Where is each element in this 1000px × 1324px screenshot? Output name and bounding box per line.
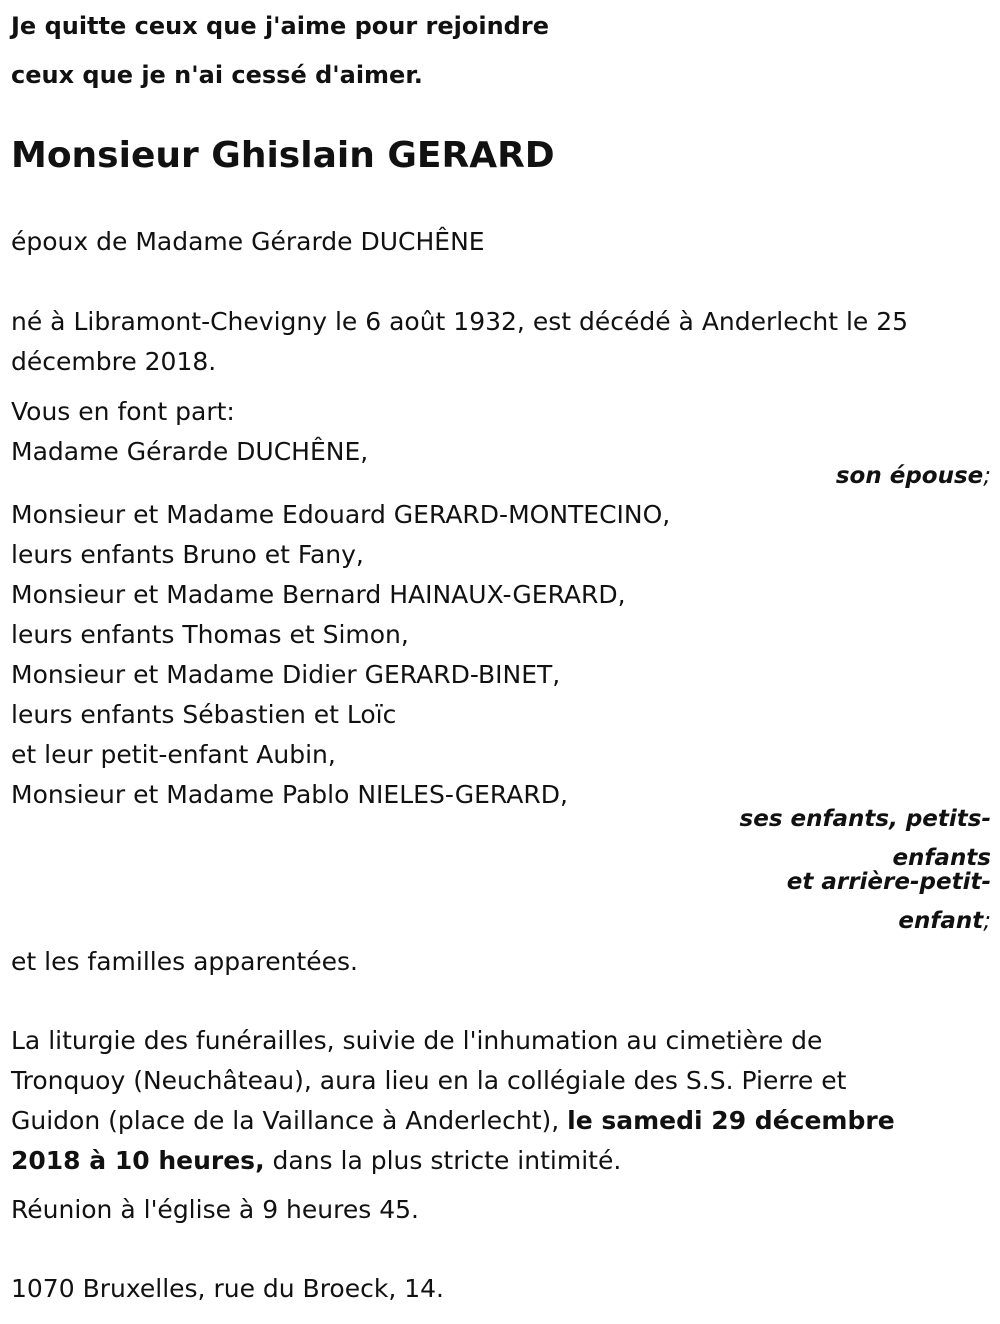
children-line-4: leurs enfants Thomas et Simon, (11, 620, 409, 649)
children-role-separator: ; (983, 908, 991, 934)
spouse-role-text: son épouse (835, 463, 984, 489)
funeral-line-3-text: Guidon (place de la Vaillance à Anderlecht), (11, 1106, 568, 1135)
children-role-line-4 (898, 902, 991, 940)
announcement-intro: Vous en font part: (11, 397, 235, 426)
spouse-role-separator: ; (983, 463, 991, 489)
address-line: 1070 Bruxelles, rue du Broeck, 14. (11, 1274, 444, 1303)
children-role-line-2: enfants (892, 845, 991, 871)
meeting-line: Réunion à l'église à 9 heures 45. (11, 1195, 419, 1224)
epigraph-line-2: ceux que je n'ai cessé d'aimer. (11, 61, 423, 89)
children-role-line-1: ses enfants, petits- (739, 806, 991, 832)
children-role-line-3: et arrière-petit- (786, 869, 991, 895)
funeral-line-4 (11, 1141, 621, 1181)
birth-death-line-1: né à Libramont-Chevigny le 6 août 1932, est décédé à Anderlecht le 25 (11, 307, 909, 336)
funeral-line-1: La liturgie des funérailles, suivie de l'inhumation au cimetière de (11, 1026, 823, 1055)
funeral-time: 2018 à 10 heures, (11, 1146, 265, 1175)
children-line-2: leurs enfants Bruno et Fany, (11, 540, 364, 569)
spouse-role (836, 457, 991, 495)
funeral-line-4-text: dans la plus stricte intimité. (264, 1146, 622, 1175)
children-role-line-4-text: enfant (898, 908, 984, 934)
epigraph-line-1: Je quitte ceux que j'aime pour rejoindre (11, 12, 549, 40)
children-line-5: Monsieur et Madame Didier GERARD-BINET, (11, 660, 561, 689)
children-line-6: leurs enfants Sébastien et Loïc (11, 700, 397, 729)
children-line-7: et leur petit-enfant Aubin, (11, 740, 336, 769)
children-line-3: Monsieur et Madame Bernard HAINAUX-GERARD, (11, 580, 626, 609)
spouse-name: Madame Gérarde DUCHÊNE, (11, 437, 369, 466)
deceased-name: Monsieur Ghislain GERARD (11, 135, 555, 176)
funeral-date: le samedi 29 décembre (567, 1106, 895, 1135)
spouse-line: époux de Madame Gérarde DUCHÊNE (11, 227, 485, 256)
children-line-8: Monsieur et Madame Pablo NIELES-GERARD, (11, 780, 568, 809)
funeral-line-3 (11, 1101, 895, 1141)
funeral-line-2: Tronquoy (Neuchâteau), aura lieu en la collégiale des S.S. Pierre et (11, 1066, 847, 1095)
children-line-1: Monsieur et Madame Edouard GERARD-MONTECINO, (11, 500, 671, 529)
birth-death-line-2: décembre 2018. (11, 347, 217, 376)
families-line: et les familles apparentées. (11, 947, 358, 976)
